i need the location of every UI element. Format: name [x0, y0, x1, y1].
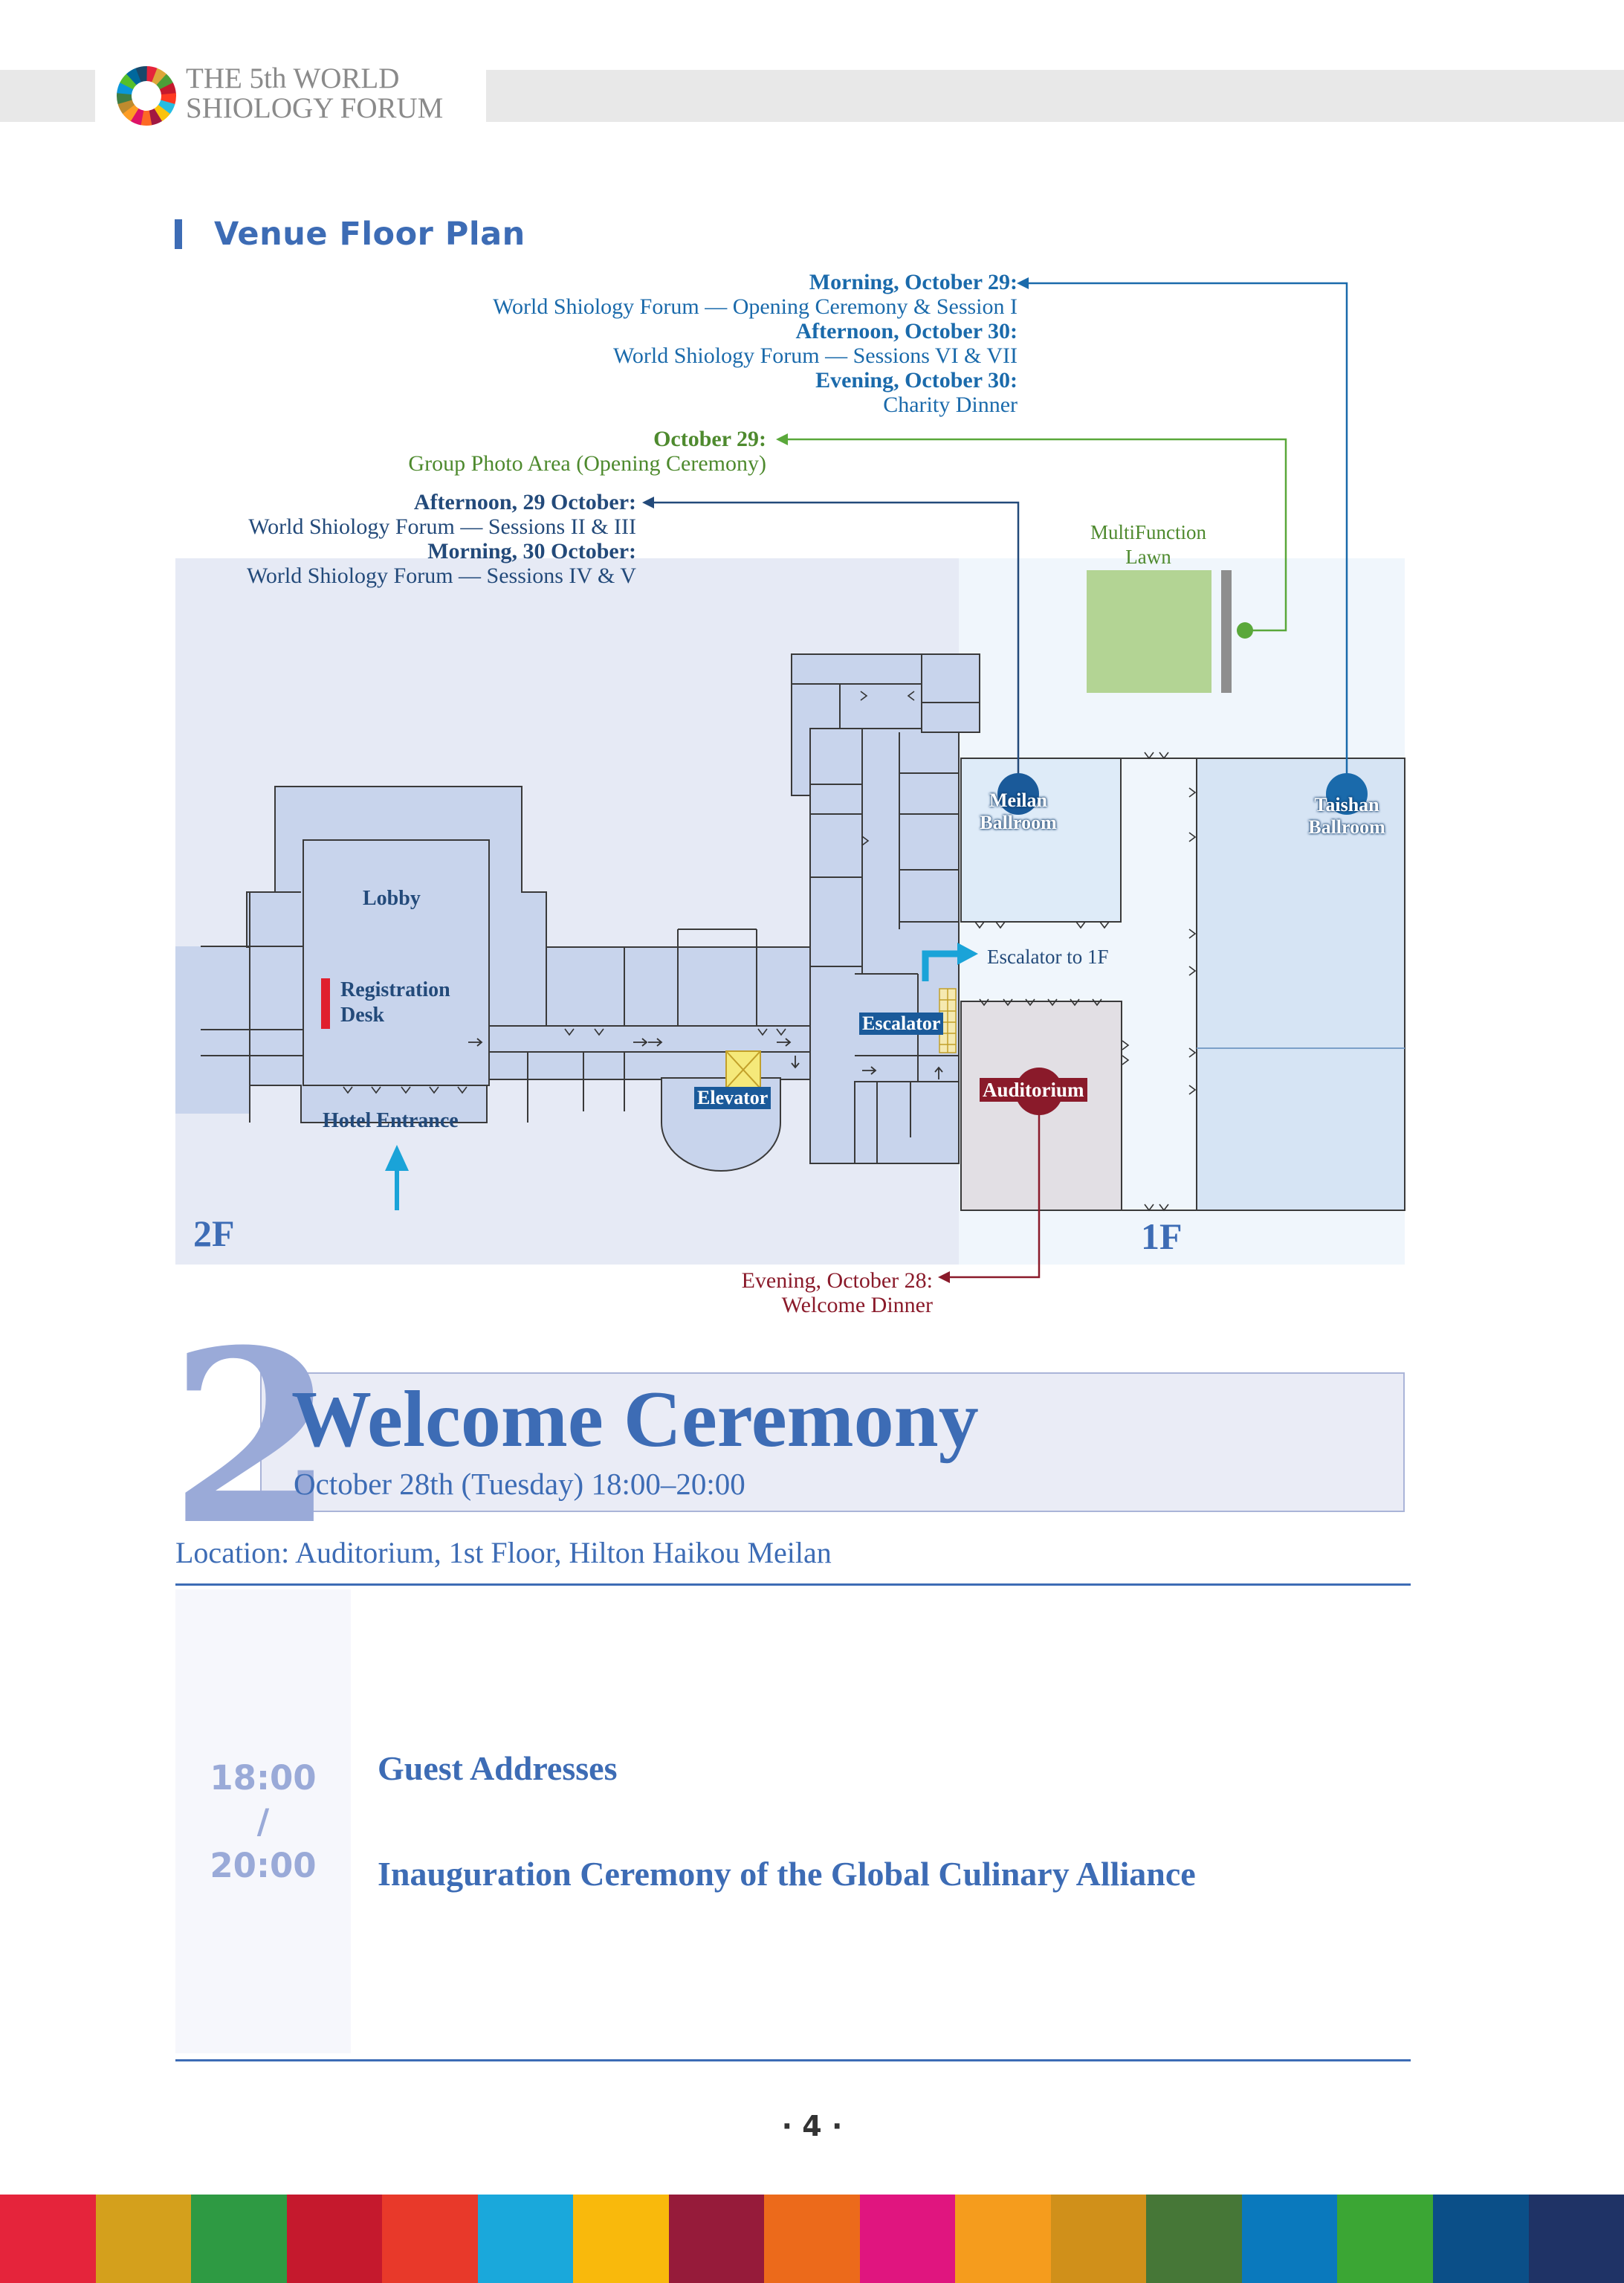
registration-line2: Desk	[340, 1004, 385, 1027]
time-range	[175, 1756, 351, 1888]
lawn-line2: Lawn	[1125, 546, 1171, 568]
lawn-callout-dot	[1237, 622, 1253, 639]
registration-line1: Registration	[340, 978, 450, 1001]
taishan-callout-arrowhead	[1017, 277, 1029, 289]
lobby-label: Lobby	[363, 887, 421, 910]
color-stripe	[1146, 2195, 1242, 2283]
section-number: 2	[169, 1299, 335, 1578]
meilan-callout	[247, 490, 636, 588]
taishan-callout-line2: World Shiology Forum — Opening Ceremony & Session I	[493, 294, 1018, 319]
color-stripe	[573, 2195, 669, 2283]
color-stripe-footer	[0, 2195, 1624, 2283]
taishan-callout-line3: Afternoon, October 30:	[795, 319, 1018, 343]
taishan-callout	[493, 270, 1018, 417]
color-stripe	[1242, 2195, 1338, 2283]
elevator-label: Elevator	[694, 1087, 771, 1109]
auditorium-callout-line2: Welcome Dinner	[781, 1293, 933, 1317]
color-stripe	[382, 2195, 478, 2283]
taishan-line2: Ballroom	[1308, 816, 1385, 838]
divider-bottom	[175, 2059, 1411, 2061]
lobby-room	[303, 840, 489, 1085]
color-stripe	[96, 2195, 192, 2283]
program-item: Inauguration Ceremony of the Global Culinary Alliance	[378, 1855, 1196, 1893]
page-number: · 4 ·	[781, 2110, 843, 2142]
color-stripe	[478, 2195, 574, 2283]
time-separator: /	[256, 1802, 270, 1841]
hotel-entrance-label: Hotel Entrance	[323, 1109, 459, 1132]
color-stripe	[860, 2195, 956, 2283]
meilan-callout-arrowhead	[642, 497, 654, 508]
registration-desk-label	[340, 978, 450, 1028]
auditorium-label: Auditorium	[980, 1078, 1087, 1102]
color-stripe	[669, 2195, 765, 2283]
meilan-line1: Meilan	[989, 789, 1047, 811]
event-location: Location: Auditorium, 1st Floor, Hilton Haikou Meilan	[175, 1536, 832, 1569]
floor-1f-label: 1F	[1141, 1215, 1183, 1257]
lawn-line1: MultiFunction	[1090, 521, 1206, 543]
color-stripe	[764, 2195, 860, 2283]
meilan-ballroom-room	[961, 758, 1121, 922]
event-title: Welcome Ceremony	[291, 1375, 979, 1464]
auditorium-callout-arrowhead	[938, 1271, 950, 1283]
logo-line1: THE 5th WORLD	[186, 62, 400, 94]
color-stripe	[191, 2195, 287, 2283]
multifunction-lawn	[1087, 570, 1211, 693]
meilan-callout-line1: Afternoon, 29 October:	[413, 490, 636, 514]
meilan-callout-line3: Morning, 30 October:	[427, 539, 636, 564]
event-date: October 28th (Tuesday) 18:00–20:00	[294, 1467, 745, 1501]
registration-desk-marker	[321, 978, 330, 1029]
lawn-callout-line1: October 29:	[653, 427, 766, 451]
taishan-ballroom-label	[1295, 794, 1399, 839]
lawn-callout-arrowhead	[776, 433, 788, 445]
escalator-label: Escalator	[859, 1013, 943, 1035]
color-stripe	[0, 2195, 96, 2283]
color-stripe	[955, 2195, 1051, 2283]
taishan-line1: Taishan	[1314, 794, 1379, 816]
time-end: 20:00	[210, 1846, 317, 1885]
color-stripe	[1529, 2195, 1624, 2283]
auditorium-callout	[742, 1268, 933, 1317]
meilan-callout-line4: World Shiology Forum — Sessions IV & V	[246, 564, 636, 588]
lawn-callout-line2: Group Photo Area (Opening Ceremony)	[408, 451, 766, 476]
floor-2f-label: 2F	[193, 1212, 235, 1254]
program-item: Guest Addresses	[378, 1749, 618, 1787]
auditorium-callout-line1: Evening, October 28:	[741, 1268, 933, 1293]
taishan-callout-line6: Charity Dinner	[883, 393, 1018, 417]
time-start: 18:00	[210, 1758, 317, 1798]
lawn-stage	[1221, 570, 1232, 693]
taishan-callout-line4: World Shiology Forum — Sessions VI & VII	[612, 343, 1018, 368]
logo-line2: SHIOLOGY FORUM	[186, 92, 444, 124]
meilan-line2: Ballroom	[980, 812, 1057, 833]
color-stripe	[1051, 2195, 1147, 2283]
lawn-label	[1070, 520, 1226, 569]
color-stripe	[287, 2195, 383, 2283]
meilan-callout-line2: World Shiology Forum — Sessions II & III	[248, 514, 636, 539]
taishan-callout-line1: Morning, October 29:	[809, 270, 1018, 294]
color-stripe	[1433, 2195, 1529, 2283]
section-title: Venue Floor Plan	[214, 216, 525, 253]
divider-top	[175, 1583, 1411, 1586]
color-stripe	[1337, 2195, 1433, 2283]
lawn-callout	[408, 427, 766, 476]
escalator-to-1f-label: Escalator to 1F	[987, 946, 1109, 968]
taishan-callout-line5: Evening, October 30:	[815, 368, 1018, 393]
meilan-ballroom-label	[974, 789, 1063, 834]
